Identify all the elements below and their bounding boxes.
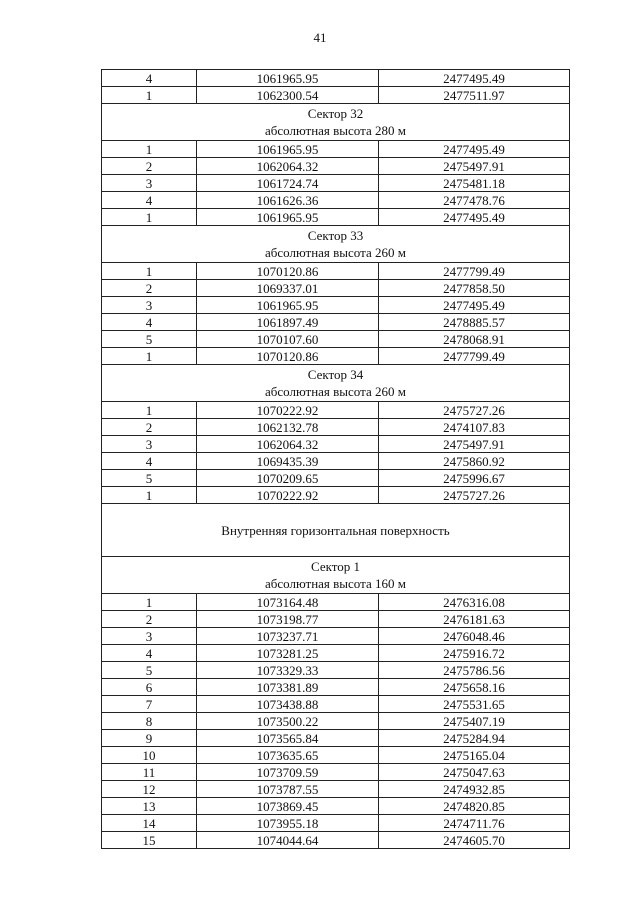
x-coordinate-cell: 1073500.22 (197, 713, 379, 730)
y-coordinate-cell: 2475860.92 (379, 453, 570, 470)
y-coordinate-cell: 2474605.70 (379, 832, 570, 849)
table-row (102, 696, 570, 713)
y-coordinate-cell: 2475916.72 (379, 645, 570, 662)
point-number-cell: 1 (102, 402, 197, 419)
x-coordinate-cell: 1070120.86 (197, 263, 379, 280)
y-coordinate-cell: 2475481.18 (379, 175, 570, 192)
point-number-cell: 3 (102, 297, 197, 314)
point-number-cell: 15 (102, 832, 197, 849)
header-line-altitude: абсолютная высота 160 м (265, 576, 406, 591)
table-row (102, 331, 570, 348)
x-coordinate-cell: 1073198.77 (197, 611, 379, 628)
sector-header-row (102, 365, 570, 402)
y-coordinate-cell: 2475996.67 (379, 470, 570, 487)
y-coordinate-cell: 2475407.19 (379, 713, 570, 730)
y-coordinate-cell: 2477495.49 (379, 209, 570, 226)
y-coordinate-cell: 2475786.56 (379, 662, 570, 679)
point-number-cell: 13 (102, 798, 197, 815)
y-coordinate-cell: 2475531.65 (379, 696, 570, 713)
table-row (102, 348, 570, 365)
point-number-cell: 3 (102, 436, 197, 453)
y-coordinate-cell: 2478068.91 (379, 331, 570, 348)
table-row (102, 628, 570, 645)
point-number-cell: 4 (102, 645, 197, 662)
y-coordinate-cell: 2474107.83 (379, 419, 570, 436)
point-number-cell: 7 (102, 696, 197, 713)
section-title (102, 504, 570, 557)
x-coordinate-cell: 1069337.01 (197, 280, 379, 297)
x-coordinate-cell: 1073787.55 (197, 781, 379, 798)
header-line-altitude: абсолютная высота 280 м (265, 123, 406, 138)
x-coordinate-cell: 1061897.49 (197, 314, 379, 331)
point-number-cell: 1 (102, 87, 197, 104)
x-coordinate-cell: 1061965.95 (197, 141, 379, 158)
table-row (102, 314, 570, 331)
y-coordinate-cell: 2476316.08 (379, 594, 570, 611)
point-number-cell: 1 (102, 209, 197, 226)
coordinates-table-body (102, 70, 570, 849)
y-coordinate-cell: 2477478.76 (379, 192, 570, 209)
point-number-cell: 12 (102, 781, 197, 798)
y-coordinate-cell: 2477511.97 (379, 87, 570, 104)
y-coordinate-cell: 2475165.04 (379, 747, 570, 764)
y-coordinate-cell: 2477495.49 (379, 297, 570, 314)
point-number-cell: 3 (102, 628, 197, 645)
table-row (102, 209, 570, 226)
section-title-row (102, 504, 570, 557)
x-coordinate-cell: 1070209.65 (197, 470, 379, 487)
y-coordinate-cell: 2475727.26 (379, 402, 570, 419)
table-row (102, 747, 570, 764)
point-number-cell: 1 (102, 141, 197, 158)
y-coordinate-cell: 2474711.76 (379, 815, 570, 832)
point-number-cell: 2 (102, 280, 197, 297)
sector-header-row (102, 104, 570, 141)
x-coordinate-cell: 1061724.74 (197, 175, 379, 192)
table-row (102, 87, 570, 104)
table-row (102, 730, 570, 747)
y-coordinate-cell: 2478885.57 (379, 314, 570, 331)
header-line-title: Внутренняя горизонтальная поверхность (221, 522, 450, 538)
x-coordinate-cell: 1073329.33 (197, 662, 379, 679)
table-row (102, 402, 570, 419)
point-number-cell: 2 (102, 611, 197, 628)
table-row (102, 175, 570, 192)
point-number-cell: 4 (102, 70, 197, 87)
point-number-cell: 4 (102, 314, 197, 331)
sector-header (102, 226, 570, 263)
table-row (102, 158, 570, 175)
table-row (102, 487, 570, 504)
table-row (102, 470, 570, 487)
y-coordinate-cell: 2477799.49 (379, 348, 570, 365)
point-number-cell: 1 (102, 263, 197, 280)
point-number-cell: 11 (102, 764, 197, 781)
x-coordinate-cell: 1073237.71 (197, 628, 379, 645)
x-coordinate-cell: 1073281.25 (197, 645, 379, 662)
point-number-cell: 6 (102, 679, 197, 696)
sector-header-row (102, 557, 570, 594)
x-coordinate-cell: 1070107.60 (197, 331, 379, 348)
header-line-title: Сектор 32 (307, 106, 364, 121)
header-line-title: Сектор 1 (310, 559, 360, 574)
y-coordinate-cell: 2476181.63 (379, 611, 570, 628)
header-line-title: Сектор 34 (307, 367, 364, 382)
x-coordinate-cell: 1061965.95 (197, 297, 379, 314)
x-coordinate-cell: 1061965.95 (197, 70, 379, 87)
x-coordinate-cell: 1073869.45 (197, 798, 379, 815)
table-row (102, 764, 570, 781)
point-number-cell: 1 (102, 594, 197, 611)
header-line-altitude: абсолютная высота 260 м (265, 384, 406, 399)
point-number-cell: 5 (102, 331, 197, 348)
x-coordinate-cell: 1061626.36 (197, 192, 379, 209)
sector-header-row (102, 226, 570, 263)
point-number-cell: 5 (102, 470, 197, 487)
point-number-cell: 1 (102, 348, 197, 365)
sector-header (102, 365, 570, 402)
x-coordinate-cell: 1062132.78 (197, 419, 379, 436)
coordinates-table (101, 69, 570, 849)
x-coordinate-cell: 1070222.92 (197, 402, 379, 419)
sector-header (102, 557, 570, 594)
table-row (102, 141, 570, 158)
y-coordinate-cell: 2475497.91 (379, 158, 570, 175)
y-coordinate-cell: 2477799.49 (379, 263, 570, 280)
page-number: 41 (313, 30, 327, 45)
y-coordinate-cell: 2474820.85 (379, 798, 570, 815)
table-row (102, 453, 570, 470)
table-row (102, 419, 570, 436)
table-row (102, 280, 570, 297)
point-number-cell: 5 (102, 662, 197, 679)
point-number-cell: 2 (102, 419, 197, 436)
table-row (102, 679, 570, 696)
x-coordinate-cell: 1069435.39 (197, 453, 379, 470)
point-number-cell: 4 (102, 453, 197, 470)
table-row (102, 781, 570, 798)
table-row (102, 263, 570, 280)
point-number-cell: 8 (102, 713, 197, 730)
x-coordinate-cell: 1073709.59 (197, 764, 379, 781)
point-number-cell: 14 (102, 815, 197, 832)
y-coordinate-cell: 2475047.63 (379, 764, 570, 781)
point-number-cell: 4 (102, 192, 197, 209)
table-row (102, 70, 570, 87)
y-coordinate-cell: 2474932.85 (379, 781, 570, 798)
y-coordinate-cell: 2475727.26 (379, 487, 570, 504)
point-number-cell: 2 (102, 158, 197, 175)
x-coordinate-cell: 1073955.18 (197, 815, 379, 832)
x-coordinate-cell: 1062300.54 (197, 87, 379, 104)
y-coordinate-cell: 2475284.94 (379, 730, 570, 747)
x-coordinate-cell: 1061965.95 (197, 209, 379, 226)
header-line-altitude: абсолютная высота 260 м (265, 245, 406, 260)
sector-header (102, 104, 570, 141)
table-row (102, 611, 570, 628)
point-number-cell: 9 (102, 730, 197, 747)
x-coordinate-cell: 1073381.89 (197, 679, 379, 696)
x-coordinate-cell: 1070222.92 (197, 487, 379, 504)
y-coordinate-cell: 2476048.46 (379, 628, 570, 645)
x-coordinate-cell: 1062064.32 (197, 158, 379, 175)
y-coordinate-cell: 2477858.50 (379, 280, 570, 297)
table-row (102, 798, 570, 815)
x-coordinate-cell: 1070120.86 (197, 348, 379, 365)
x-coordinate-cell: 1073164.48 (197, 594, 379, 611)
table-row (102, 297, 570, 314)
y-coordinate-cell: 2475658.16 (379, 679, 570, 696)
table-row (102, 713, 570, 730)
table-row (102, 192, 570, 209)
header-line-title: Сектор 33 (307, 228, 364, 243)
x-coordinate-cell: 1073635.65 (197, 747, 379, 764)
x-coordinate-cell: 1073565.84 (197, 730, 379, 747)
y-coordinate-cell: 2477495.49 (379, 70, 570, 87)
x-coordinate-cell: 1062064.32 (197, 436, 379, 453)
table-row (102, 645, 570, 662)
x-coordinate-cell: 1073438.88 (197, 696, 379, 713)
y-coordinate-cell: 2477495.49 (379, 141, 570, 158)
table-row (102, 815, 570, 832)
point-number-cell: 1 (102, 487, 197, 504)
table-row (102, 832, 570, 849)
table-row (102, 594, 570, 611)
table-row (102, 436, 570, 453)
table-row (102, 662, 570, 679)
y-coordinate-cell: 2475497.91 (379, 436, 570, 453)
point-number-cell: 10 (102, 747, 197, 764)
point-number-cell: 3 (102, 175, 197, 192)
x-coordinate-cell: 1074044.64 (197, 832, 379, 849)
